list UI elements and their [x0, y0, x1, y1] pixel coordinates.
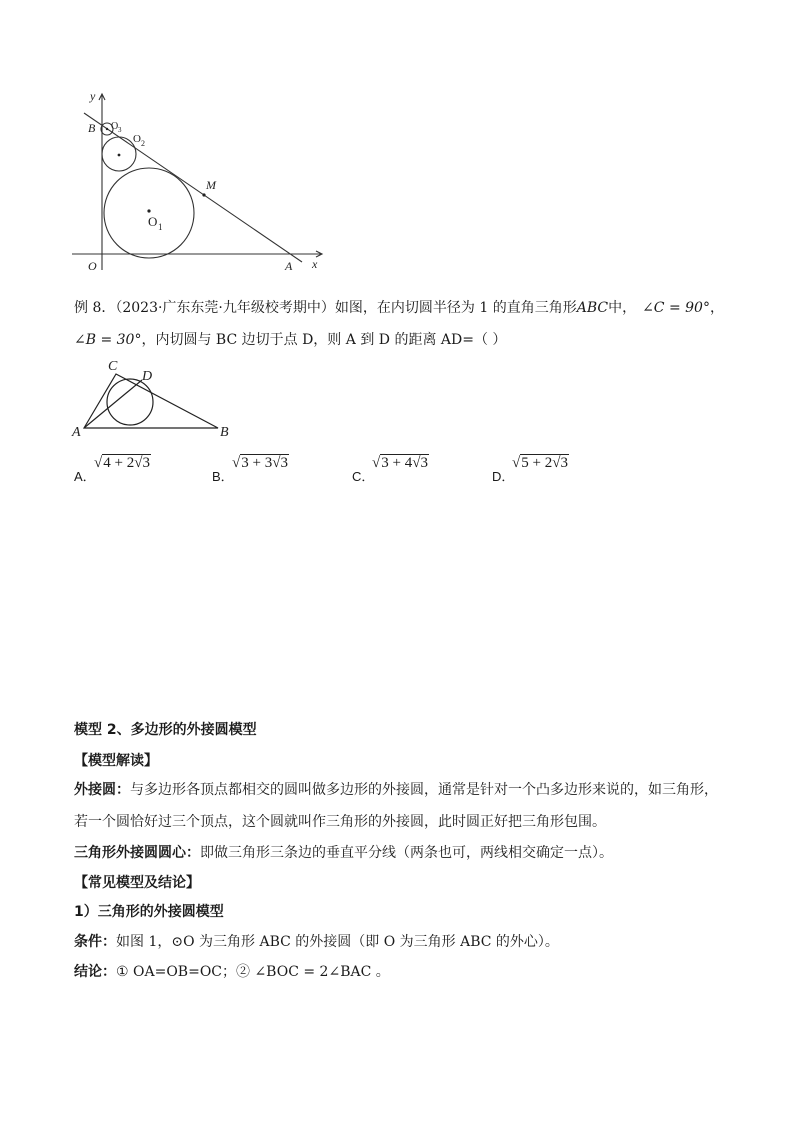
- example8-mid: 中，: [608, 300, 637, 316]
- example8-angle-c: ∠C = 90°: [642, 300, 710, 316]
- label-o3-sub: 3: [118, 126, 122, 134]
- option-d-coef: 5 + 2: [521, 455, 553, 471]
- circumcircle-line1: [74, 780, 718, 800]
- example8-angle-b: ∠B = 30°: [74, 332, 142, 348]
- center-o3: [106, 128, 108, 130]
- label-o2-sub: 2: [141, 139, 145, 148]
- option-a-letter: A．: [74, 469, 96, 484]
- option-d-inner: 3: [560, 455, 568, 471]
- example8-line2-text: ，内切圆与 BC 边切于点 D，则 A 到 D 的距离 AD=（ ）: [141, 332, 507, 348]
- circumcircle-text1: 与多边形各顶点都相交的圆叫做多边形的外接圆，通常是针对一个凸多边形来说的，如三角形，: [130, 782, 718, 798]
- label-fig2-c: C: [108, 359, 118, 374]
- option-a[interactable]: [74, 466, 96, 485]
- option-c-coef: 3 + 4: [381, 455, 413, 471]
- example8-line1: [74, 298, 724, 318]
- label-m: M: [206, 178, 216, 192]
- circumcircle-term: 外接圆：: [74, 782, 130, 798]
- option-c-radical: √3 + 4√3: [372, 455, 428, 471]
- option-c-inner: 3: [420, 455, 428, 471]
- example8-prefix: 例 8．（2023·广东东莞·九年级校考期中）如图，在内切圆半径为 1 的直角三角形: [74, 300, 577, 316]
- model1-title: 1）三角形的外接圆模型: [74, 904, 224, 920]
- conclusion-line: [74, 962, 390, 982]
- circumcircle-text2: 若一个圆恰好过三个顶点，这个圆就叫作三角形的外接圆，此时圆正好把三角形包围。: [74, 814, 606, 830]
- condition-term: 条件：: [74, 934, 116, 950]
- label-a: A: [285, 259, 293, 273]
- hypotenuse-line: [84, 113, 302, 262]
- example8-abc: ABC: [576, 300, 609, 316]
- example8-comma: ，: [709, 300, 724, 316]
- label-fig2-b: B: [220, 425, 229, 440]
- example8-line2: [74, 330, 506, 350]
- option-c-letter: C．: [352, 469, 375, 484]
- center-text: 即做三角形三条边的垂直平分线（两条也可，两线相交确定一点）。: [200, 845, 613, 861]
- option-b-radical: √3 + 3√3: [232, 455, 288, 471]
- option-b-inner: 3: [280, 455, 288, 471]
- reading-header: 【模型解读】: [74, 753, 158, 769]
- option-b-coef: 3 + 3: [241, 455, 273, 471]
- label-fig2-d: D: [142, 369, 153, 384]
- label-o3: O: [111, 121, 119, 132]
- circle-o1: [104, 168, 194, 258]
- option-b[interactable]: [212, 466, 234, 485]
- common-header: 【常见模型及结论】: [74, 875, 200, 891]
- label-o: O: [88, 259, 97, 273]
- label-o1: O: [148, 214, 158, 229]
- option-a-coef: 4 + 2: [103, 455, 135, 471]
- label-fig2-a: A: [72, 425, 81, 440]
- condition-line: [74, 932, 559, 952]
- condition-text: 如图 1，⊙O 为三角形 ABC 的外接圆（即 O 为三角形 ABC 的外心）。: [116, 934, 559, 950]
- section-title: 模型 2、多边形的外接圆模型: [74, 722, 257, 738]
- option-a-radical: √4 + 2√3: [94, 455, 150, 471]
- option-a-inner: 3: [142, 455, 150, 471]
- option-b-letter: B．: [212, 469, 234, 484]
- point-m: [202, 193, 205, 196]
- option-d-letter: D．: [492, 469, 515, 484]
- circumcircle-line2: [74, 812, 606, 832]
- center-term: 三角形外接圆圆心：: [74, 845, 200, 861]
- label-x: x: [312, 257, 318, 271]
- incircle: [107, 379, 153, 425]
- center-o1: [147, 209, 150, 212]
- label-o1-sub: 1: [158, 222, 163, 232]
- conclusion-term: 结论：: [74, 964, 116, 980]
- figure-incircle-triangle: [70, 352, 240, 440]
- label-b: B: [88, 121, 96, 135]
- conclusion-text: ① OA=OB=OC；② ∠BOC = 2∠BAC 。: [116, 964, 390, 980]
- figure-tangent-circles: [70, 88, 332, 276]
- label-y: y: [90, 89, 96, 103]
- option-d-radical: √5 + 2√3: [512, 455, 568, 471]
- label-o2: O: [133, 133, 141, 145]
- center-line: [74, 843, 613, 863]
- center-o2: [118, 154, 121, 157]
